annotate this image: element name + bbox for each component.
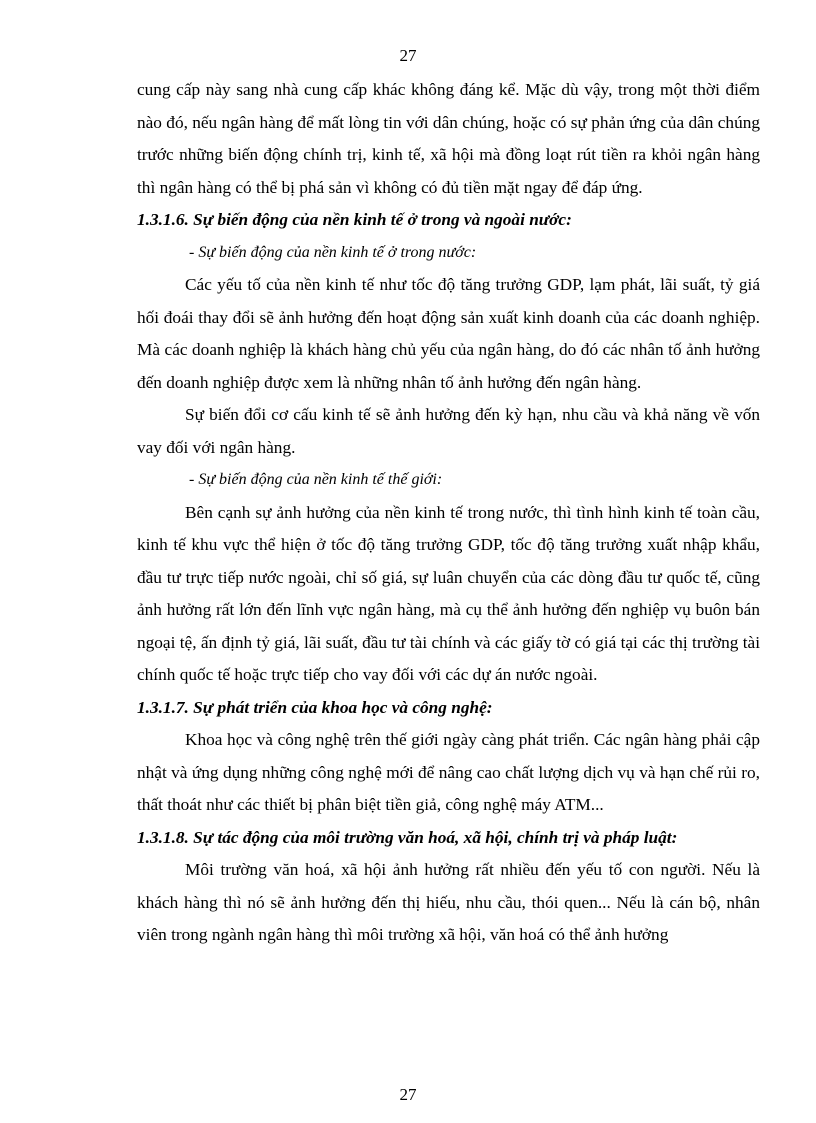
subheading-world-economy: - Sự biến động của nền kinh tế thế giới: bbox=[189, 471, 443, 488]
paragraph: Khoa học và công nghệ trên thế giới ngày càng phát triển. Các ngân hàng phải cập nhật và ứng dụng những công nghệ mới để nâng cao chất lượng dịch vụ và hạn chế rủi ro, thất thoát như các thiết bị phân biệt tiền giả, công nghệ máy ATM... bbox=[137, 730, 760, 814]
page-number-top: 27 bbox=[399, 46, 417, 65]
paragraph: Bên cạnh sự ảnh hưởng của nền kinh tế trong nước, thì tình hình kinh tế toàn cầu, kinh tế khu vực thể hiện ở tốc độ tăng trưởng GDP, tốc độ tăng trưởng xuất nhập khẩu, đầu tư trực tiếp nước ngoài, chỉ số giá, sự luân chuyển của các dòng đầu tư quốc tế, cũng ảnh hưởng rất lớn đến lĩnh vực ngân hàng, mà cụ thể ảnh hưởng đến nghiệp vụ buôn bán ngoại tệ, ấn định tỷ giá, lãi suất, đầu tư tài chính và các giấy tờ có giá tại các thị trường tài chính quốc tế hoặc trực tiếp cho vay đối với các dự án nước ngoài. bbox=[137, 502, 760, 684]
paragraph: Sự biến đổi cơ cấu kinh tế sẽ ảnh hưởng đến kỳ hạn, nhu cầu và khả năng về vốn vay đối với ngân hàng. bbox=[137, 405, 760, 457]
paragraph: Các yếu tố của nền kinh tế như tốc độ tăng trưởng GDP, lạm phát, lãi suất, tỷ giá hối đoái thay đổi sẽ ảnh hưởng đến hoạt động sản xuất kinh doanh của các doanh nghiệp. Mà các doanh nghiệp là khách hàng chủ yếu của ngân hàng, do đó các nhân tố ảnh hưởng đến doanh nghiệp được xem là những nhân tố ảnh hưởng đến ngân hàng. bbox=[137, 275, 760, 392]
section-heading-1-3-1-7: 1.3.1.7. Sự phát triển của khoa học và công nghệ: bbox=[137, 697, 493, 717]
document-body bbox=[137, 74, 760, 952]
paragraph: cung cấp này sang nhà cung cấp khác không đáng kể. Mặc dù vậy, trong một thời điểm nào đó, nếu ngân hàng để mất lòng tin với dân chúng, hoặc có sự phản ứng của dân chúng trước những biến động chính trị, kinh tế, xã hội mà đồng loạt rút tiền ra khỏi ngân hàng thì ngân hàng có thể bị phá sản vì không có đủ tiền mặt ngay để đáp ứng. bbox=[137, 80, 760, 197]
subheading-domestic-economy: - Sự biến động của nền kinh tế ở trong nước: bbox=[189, 243, 477, 261]
paragraph: Môi trường văn hoá, xã hội ảnh hưởng rất nhiều đến yếu tố con người. Nếu là khách hàng thì nó sẽ ảnh hưởng đến thị hiếu, nhu cầu, thói quen... Nếu là cán bộ, nhân viên trong ngành ngân hàng thì môi trường xã hội, văn hoá có thể ảnh hưởng bbox=[137, 860, 760, 944]
section-heading-1-3-1-8: 1.3.1.8. Sự tác động của môi trường văn hoá, xã hội, chính trị và pháp luật: bbox=[137, 827, 678, 847]
page-number-bottom: 27 bbox=[399, 1085, 417, 1104]
section-heading-1-3-1-6: 1.3.1.6. Sự biến động của nền kinh tế ở trong và ngoài nước: bbox=[137, 210, 572, 229]
